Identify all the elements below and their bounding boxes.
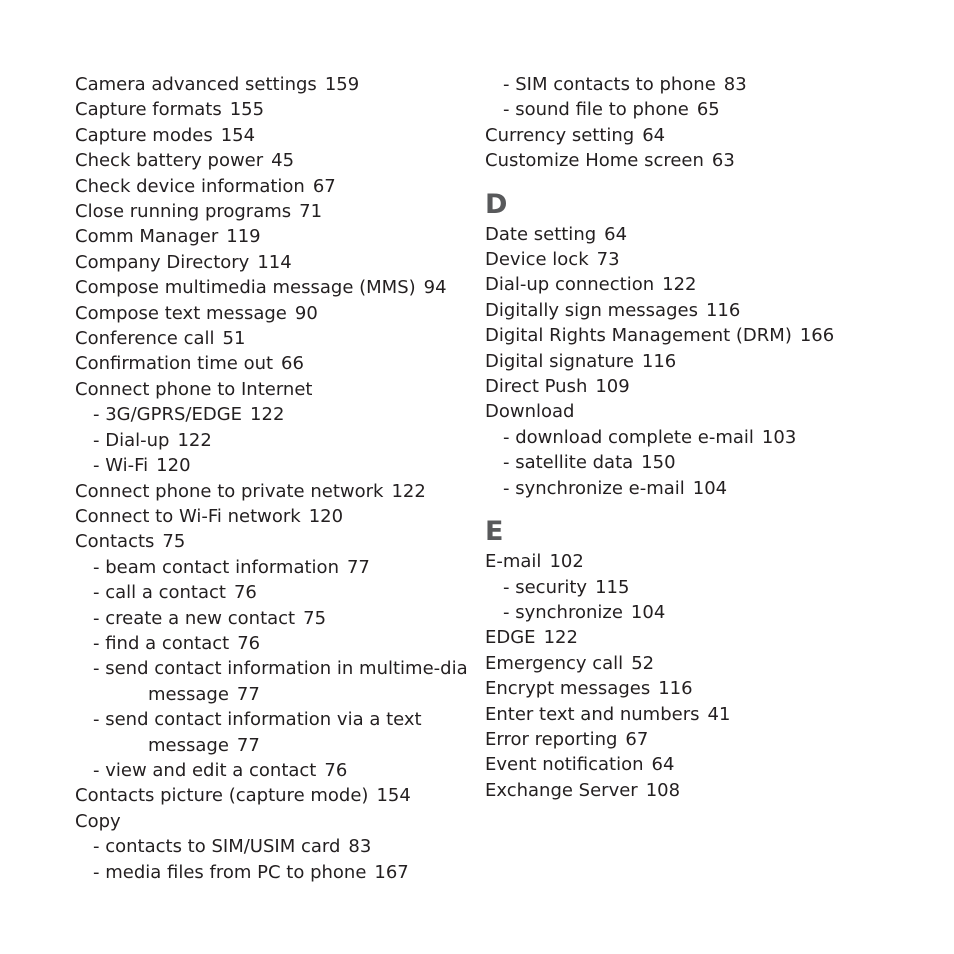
index-entry: EDGE 122 [485,627,578,649]
index-entry: Download [485,401,575,423]
index-subentry: - media files from PC to phone 167 [93,861,409,883]
index-entry: Company Directory 114 [75,251,292,273]
index-entry: E-mail 102 [485,551,584,573]
section-letter-e: E [485,516,504,548]
index-subentry: - SIM contacts to phone 83 [503,74,747,95]
index-entry: Digitally sign messages 116 [485,299,741,321]
index-entry: Dial-up connection 122 [485,274,697,296]
index-subentry: - security 115 [503,576,630,598]
index-entry: Compose multimedia message (MMS) 94 [75,277,447,299]
index-entry: Digital Rights Management (DRM) 166 [485,325,835,347]
section-letter-d: D [485,188,508,220]
index-entry: Comm Manager 119 [75,226,261,248]
index-subentry: - 3G/GPRS/EDGE 122 [93,404,285,426]
index-column-right [485,72,915,803]
index-subentry: - synchronize e-mail 104 [503,477,728,499]
index-entry: Check battery power 45 [75,150,295,172]
index-entry: Emergency call 52 [485,652,655,674]
index-entry: Event notification 64 [485,754,675,776]
index-entry: Device lock 73 [485,249,620,271]
index-entry: Direct Push 109 [485,376,630,398]
index-entry: Exchange Server 108 [485,779,681,801]
index-subentry: - Wi-Fi 120 [93,455,191,477]
index-subentry: - download complete e-mail 103 [503,426,797,448]
index-entry: Contacts picture (capture mode) 154 [75,785,411,807]
index-entry: Confirmation time out 66 [75,353,304,375]
index-entry: Conference call 51 [75,328,246,350]
index-entry: Connect phone to Internet [75,378,313,400]
index-entry: Compose text message 90 [75,302,318,324]
index-column-left [75,72,468,885]
index-entry: Connect phone to private network 122 [75,480,426,502]
index-entry: Error reporting 67 [485,728,649,750]
index-entry: Currency setting 64 [485,124,666,146]
index-entry: Enter text and numbers 41 [485,703,731,725]
index-entry: Date setting 64 [485,223,628,245]
index-entry: Check device information 67 [75,175,336,197]
index-subentry: - Dial-up 122 [93,429,212,451]
index-entry: Camera advanced settings 159 [75,74,360,95]
index-subentry: - beam contact information 77 [93,556,370,578]
index-entry: Connect to Wi-Fi network 120 [75,505,344,527]
index-subentry: - send contact information in multime-dia message 77 [93,658,468,705]
index-subentry: - satellite data 150 [503,452,676,474]
index-entry: Encrypt messages 116 [485,678,693,700]
index-subentry: - sound file to phone 65 [503,99,720,121]
index-entry: Capture formats 155 [75,99,265,121]
index-entry: Digital signature 116 [485,350,677,372]
index-entry: Customize Home screen 63 [485,150,735,172]
index-subentry: - call a contact 76 [93,582,257,604]
index-entry: Copy [75,810,121,832]
index-entry: Contacts 75 [75,531,186,553]
index-subentry: - view and edit a contact 76 [93,759,348,781]
index-subentry: - send contact information via a text message 77 [93,709,422,756]
index-subentry: - contacts to SIM/USIM card 83 [93,836,372,858]
index-entry: Close running programs 71 [75,201,323,223]
index-subentry: - create a new contact 75 [93,607,327,629]
index-subentry: - find a contact 76 [93,632,261,654]
index-subentry: - synchronize 104 [503,601,666,623]
index-entry: Capture modes 154 [75,124,256,146]
